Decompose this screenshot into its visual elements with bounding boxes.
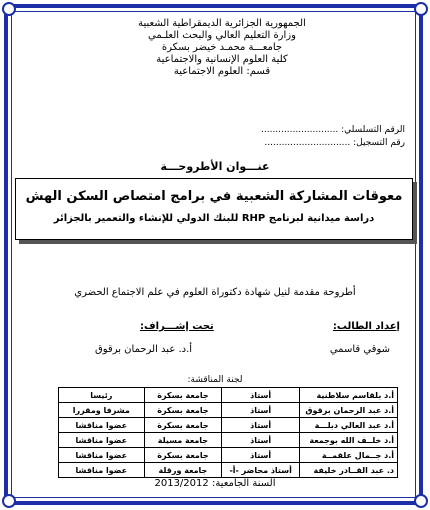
corner-ornament-bottom-left xyxy=(2,494,16,508)
thesis-main-title: معوقات المشاركة الشعبية في برامج امتصاص السكن الهش xyxy=(25,189,403,204)
jury-grade: أستاذ xyxy=(222,388,300,403)
header-ministry: وزارة التعليم العالي والبحث العلـمي xyxy=(148,30,296,41)
jury-university: جامعة بسكرة xyxy=(144,403,222,418)
jury-university: جامعة بسكرة xyxy=(144,418,222,433)
jury-name: أ.د عبد العالي دبلـــة xyxy=(300,418,398,433)
student-name: شوقي قاسمي xyxy=(329,344,390,355)
corner-ornament-top-right xyxy=(414,2,428,16)
supervisor-name: أ.د. عبد الرحمان برقوق xyxy=(95,344,193,355)
corner-ornament-top-left xyxy=(2,2,16,16)
serial-number-label: الرقم التسلسلي: xyxy=(341,125,405,135)
header-faculty: كلية العلوم الإنسانية والاجتماعية xyxy=(156,54,288,65)
serial-block xyxy=(261,125,405,151)
table-row xyxy=(59,388,398,403)
jury-role: عضوا مناقشا xyxy=(59,433,145,448)
committee-title: لجنة المناقشة: xyxy=(187,375,243,385)
table-row xyxy=(59,448,398,463)
registration-number-dots: .............................. xyxy=(264,138,351,148)
header-republic: الجمهورية الجزائرية الديمقراطية الشعبية xyxy=(138,18,306,29)
jury-grade: أستاذ محاضر -أ- xyxy=(222,463,300,478)
jury-role: رئيسا xyxy=(59,388,145,403)
supervisor-label: تحت إشـــراف: xyxy=(140,321,214,332)
corner-ornament-bottom-right xyxy=(414,494,428,508)
jury-grade: أستاذ xyxy=(222,433,300,448)
jury-name: أ.د جــمال علقمــة xyxy=(300,448,398,463)
table-row xyxy=(59,463,398,478)
header-university: جامعـــة محمـد خيضر بسكرة xyxy=(161,42,283,53)
student-label: إعداد الطالب: xyxy=(332,321,400,332)
header-department: قسم: العلوم الاجتماعية xyxy=(173,66,271,77)
registration-number-row xyxy=(261,138,405,151)
serial-number-row xyxy=(261,125,405,138)
jury-name: أ.د عبد الرحمان برقوق xyxy=(300,403,398,418)
jury-university: جامعة مسيلة xyxy=(144,433,222,448)
jury-grade: أستاذ xyxy=(222,418,300,433)
thesis-heading: عنـــوان الأطروحـــة xyxy=(160,160,270,173)
table-row xyxy=(59,403,398,418)
table-row xyxy=(59,433,398,448)
serial-number-dots: ........................... xyxy=(261,125,339,135)
jury-role: عضوا مناقشا xyxy=(59,463,145,478)
thesis-subtitle: دراسة ميدانية لبرنامج RHP للبنك الدولي للإنشاء والتعمير بالجزائر xyxy=(53,213,375,224)
title-box xyxy=(15,178,413,240)
registration-number-label: رقم التسجيل: xyxy=(353,138,405,148)
jury-role: مشرفا ومقررا xyxy=(59,403,145,418)
jury-name: د. عبد القــادر خليفة xyxy=(300,463,398,478)
jury-role: عضوا مناقشا xyxy=(59,418,145,433)
jury-university: جامعة بسكرة xyxy=(144,388,222,403)
table-row xyxy=(59,418,398,433)
jury-university: جامعة ورقلة xyxy=(144,463,222,478)
degree-statement: أطروحة مقدمة لنيل شهادة دكتوراة العلوم في علم الاجتماع الحضري xyxy=(74,287,356,298)
institution-header xyxy=(122,18,322,78)
jury-name: أ.د بلقاسم سلاطنية xyxy=(300,388,398,403)
jury-grade: أستاذ xyxy=(222,403,300,418)
jury-name: أ.د خلــف الله بوجمعة xyxy=(300,433,398,448)
academic-year: السنة الجامعية: 2013/2012 xyxy=(154,478,276,489)
jury-role: عضوا مناقشا xyxy=(59,448,145,463)
jury-university: جامعة بسكرة xyxy=(144,448,222,463)
jury-grade: أستاذ xyxy=(222,448,300,463)
jury-table xyxy=(58,387,398,478)
